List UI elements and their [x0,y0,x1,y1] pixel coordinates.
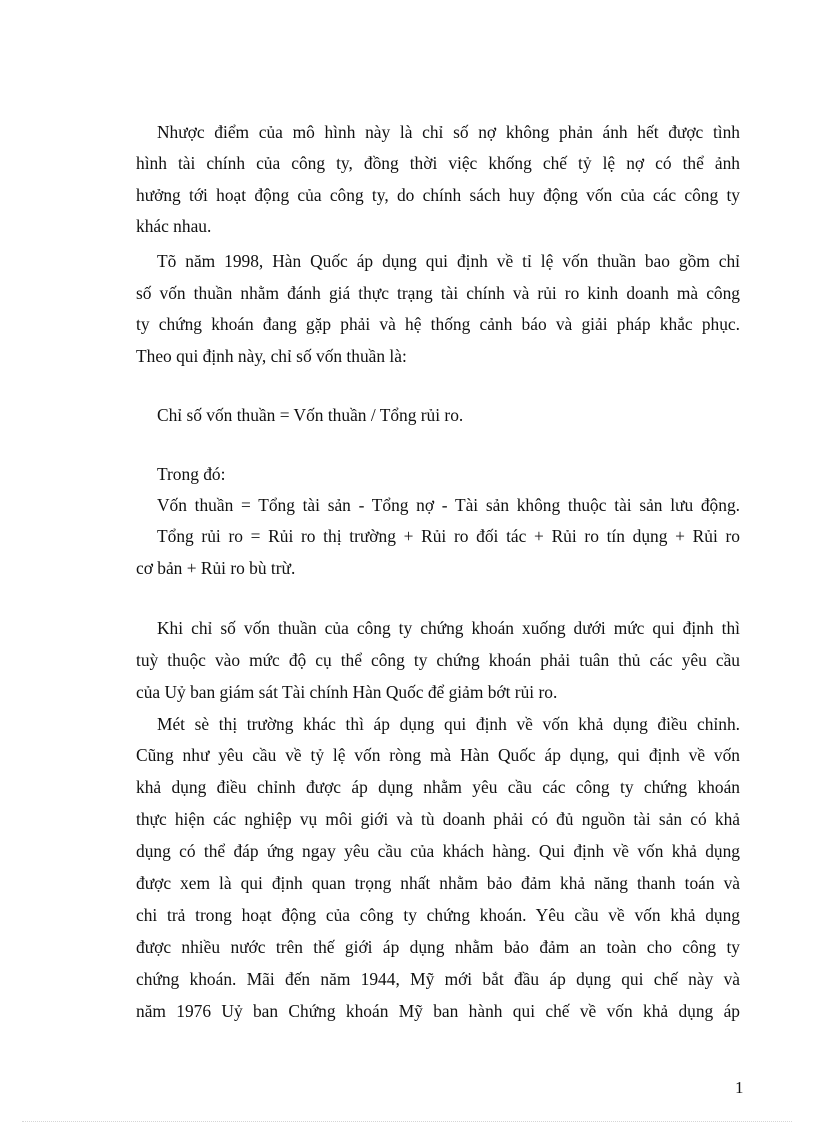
paragraph-line: khả dụng điều chỉnh được áp dụng nhằm yêu cầu các công ty chứng khoán [136,777,740,797]
paragraph-line: hưởng tới hoạt động của công ty, do chính sách huy động vốn của các công ty [136,185,740,205]
paragraph-line: Cũng như yêu cầu về tỷ lệ vốn ròng mà Hàn Quốc áp dụng, qui định về vốn [136,745,740,765]
formula-line: Vốn thuần = Tổng tài sản - Tổng nợ - Tài sản không thuộc tài sản lưu động. [157,495,740,515]
paragraph-line: được nhiều nước trên thế giới áp dụng nhằm bảo đảm an toàn cho công ty [136,937,740,957]
page-number: 1 [735,1078,744,1097]
paragraph-line: Tõ năm 1998, Hàn Quốc áp dụng qui định về tỉ lệ vốn thuần bao gồm chỉ [157,251,740,271]
paragraph-line: Nhược điểm của mô hình này là chỉ số nợ không phản ánh hết được tình [157,122,740,142]
formula-line: cơ bản + Rủi ro bù trừ. [136,558,296,578]
paragraph-line: được xem là qui định quan trọng nhất nhằm bảo đảm khả năng thanh toán và [136,873,740,893]
paragraph-line: Theo qui định này, chỉ số vốn thuần là: [136,346,407,366]
paragraph-line: tuỳ thuộc vào mức độ cụ thể công ty chứng khoán phải tuân thủ các yêu cầu [136,650,740,670]
paragraph-line: của Uỷ ban giám sát Tài chính Hàn Quốc để giảm bớt rủi ro. [136,682,558,702]
paragraph-line: chứng khoán. Mãi đến năm 1944, Mỹ mới bắt đầu áp dụng qui chế này và [136,969,740,989]
paragraph-line: chi trả trong hoạt động của công ty chứng khoán. Yêu cầu về vốn khả dụng [136,905,740,925]
footer-divider [22,1121,792,1122]
paragraph-line: hình tài chính của công ty, đồng thời việc khống chế tỷ lệ nợ có thể ảnh [136,153,740,173]
paragraph-line: Trong đó: [157,464,226,484]
paragraph-line: Mét sè thị trường khác thì áp dụng qui định về vốn khả dụng điều chỉnh. [157,714,740,734]
paragraph-line: Khi chỉ số vốn thuần của công ty chứng khoán xuống dưới mức qui định thì [157,618,740,638]
paragraph-line: ty chứng khoán đang gặp phải và hệ thống cảnh báo và giải pháp khắc phục. [136,314,740,334]
paragraph-line: số vốn thuần nhằm đánh giá thực trạng tài chính và rủi ro kinh doanh mà công [136,283,740,303]
paragraph-line: khác nhau. [136,216,212,236]
paragraph-line: dụng có thể đáp ứng ngay yêu cầu của khách hàng. Qui định về vốn khả dụng [136,841,740,861]
formula-line: Chỉ số vốn thuần = Vốn thuần / Tổng rủi ro. [157,405,464,425]
formula-line: Tổng rủi ro = Rủi ro thị trường + Rủi ro đối tác + Rủi ro tín dụng + Rủi ro [157,526,740,546]
paragraph-line: thực hiện các nghiệp vụ môi giới và tù doanh phải có đủ nguồn tài sản có khả [136,809,740,829]
paragraph-line: năm 1976 Uỷ ban Chứng khoán Mỹ ban hành qui chế về vốn khả dụng áp [136,1001,740,1021]
